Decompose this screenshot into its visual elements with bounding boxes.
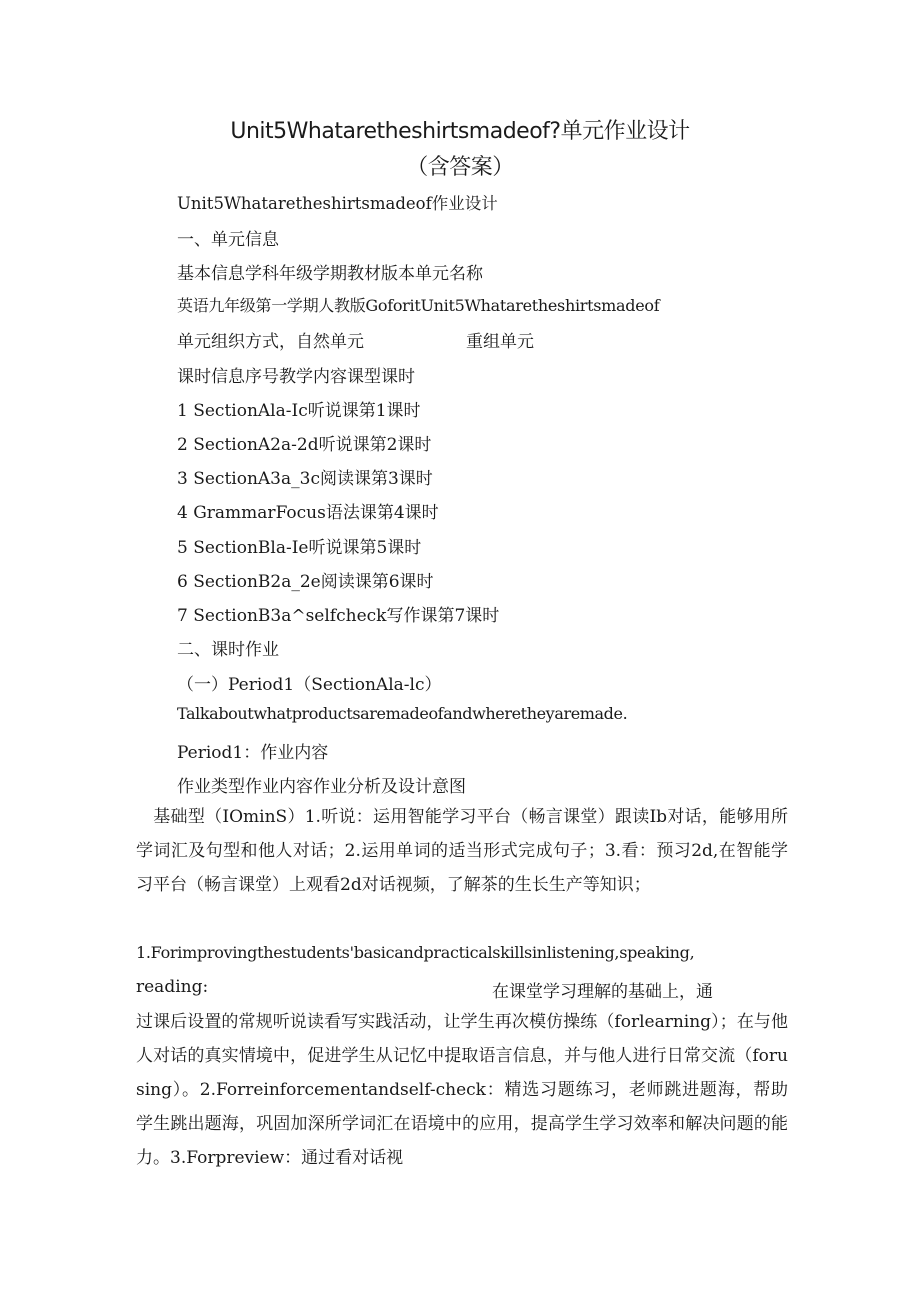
lesson-item: 7 SectionB3a^selfcheck写作课第7课时 <box>177 606 500 626</box>
homework-table-header: 作业类型作业内容作业分析及设计意图 <box>177 777 466 797</box>
period1-content-label: Period1：作业内容 <box>177 743 329 763</box>
period1-heading: （一）Period1（SectionAla-lc） <box>177 675 442 695</box>
unit-organization-left: 单元组织方式，自然单元 <box>177 332 364 352</box>
document-title-line-2: （含答案） <box>406 155 514 180</box>
design-intent-line-2-right: 在课堂学习理解的基础上，通 <box>492 982 713 1002</box>
lesson-item: 5 SectionBla-Ie听说课第5课时 <box>177 538 422 558</box>
design-intent-line-2-left: reading: <box>136 977 209 997</box>
document-title-line-1: Unit5Whataretheshirtsmadeof?单元作业设计 <box>230 119 690 144</box>
basic-info-header: 基本信息学科年级学期教材版本单元名称 <box>177 264 483 284</box>
section-heading-homework: 二、课时作业 <box>177 640 279 660</box>
lesson-item: 4 GrammarFocus语法课第4课时 <box>177 503 439 523</box>
subtitle: Unit5Whataretheshirtsmadeof作业设计 <box>177 194 498 213</box>
lesson-item: 2 SectionA2a-2d听说课第2课时 <box>177 435 432 455</box>
lesson-item: 6 SectionB2a_2e阅读课第6课时 <box>177 572 434 592</box>
period1-goal: Talkaboutwhatproductsaremadeofandwheretheyaremade. <box>177 704 628 723</box>
basic-info-row: 英语九年级第一学期人教版GoforitUnit5Whataretheshirtsmadeof <box>177 296 660 315</box>
lesson-item: 1 SectionAla-Ic听说课第1课时 <box>177 401 421 421</box>
lesson-info-header: 课时信息序号教学内容课型课时 <box>177 367 415 387</box>
basic-homework-paragraph: 基础型（IOminS）1.听说：运用智能学习平台（畅言课堂）跟读Ib对话，能够用所学词汇及句型和他人对话；2.运用单词的适当形式完成句子；3.看：预习2d,在智能学习平台（畅言课堂）上观看2d对话视频，了解茶的生长生产等知识； <box>136 807 788 895</box>
design-intent-paragraph: 过课后设置的常规听说读看写实践活动，让学生再次模仿操练（forlearning）；在与他人对话的真实情境中，促进学生从记忆中提取语言信息，并与他人进行日常交流（forusing）。2.Forreinforcementandself-check：精选习题练习，老师跳进题海，帮助学生跳出题海，巩固加深所学词汇在语境中的应用，提高学生学习效率和解决问题的能力。3.Forpreview：通过看对话视 <box>136 1012 788 1168</box>
lesson-item: 3 SectionA3a_3c阅读课第3课时 <box>177 469 433 489</box>
design-intent-line-1: 1.Forimprovingthestudents'basicandpracticalskillsinlistening,speaking, <box>136 943 695 962</box>
unit-organization-right: 重组单元 <box>466 332 534 352</box>
section-heading-unit-info: 一、单元信息 <box>177 230 279 250</box>
